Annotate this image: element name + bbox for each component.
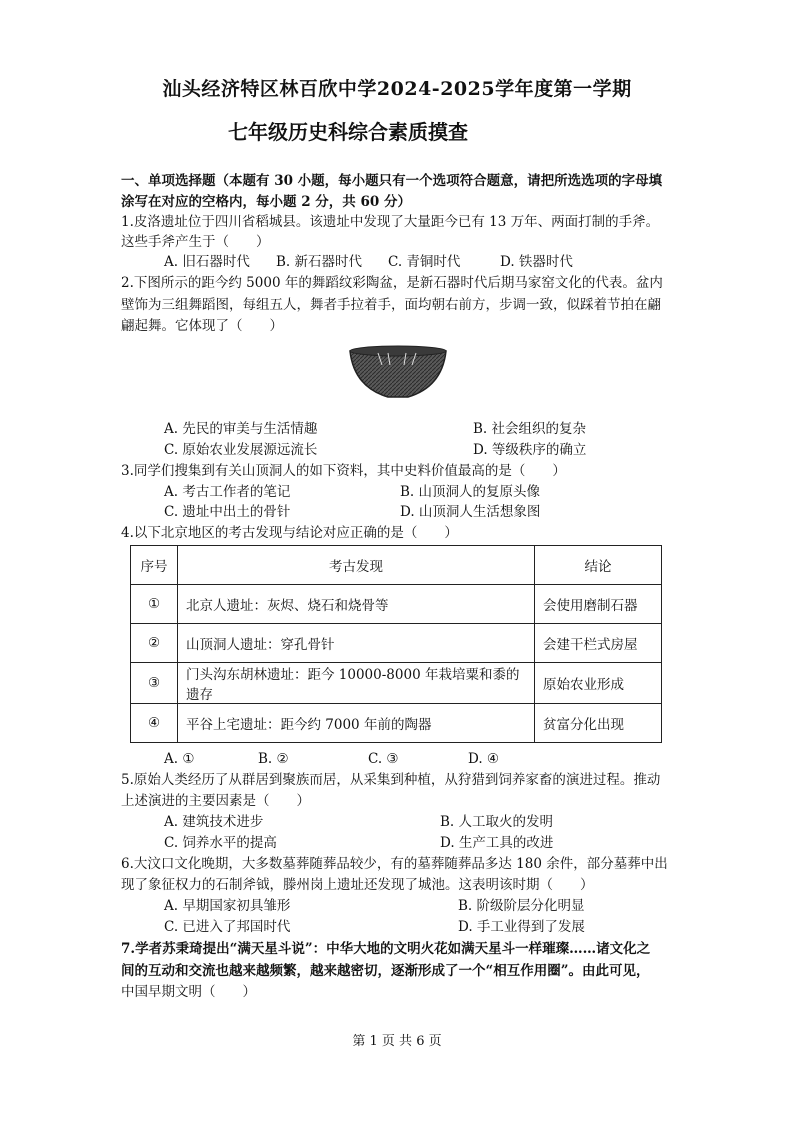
q4-archaeology-table xyxy=(130,545,662,743)
table-cell: ② xyxy=(131,624,178,663)
q7-stem-line-1: 7.学者苏秉琦提出“满天星斗说”：中华大地的文明火花如满天星斗一样璀璨……诸文化之 xyxy=(121,941,651,957)
q3-option-d: D. 山顶洞人生活想象图 xyxy=(400,504,541,520)
q6-stem-line-2: 现了象征权力的石制斧钺，滕州岗上遗址还发现了城池。这表明该时期（ ） xyxy=(121,877,594,893)
table-cell: 北京人遗址：灰烬、烧石和烧骨等 xyxy=(178,585,535,624)
q3-option-c: C. 遗址中出土的骨针 xyxy=(164,504,291,520)
q3-option-b: B. 山顶洞人的复原头像 xyxy=(400,484,541,500)
q5-stem-line-2: 上述演进的主要因素是（ ） xyxy=(121,793,310,809)
q5-option-c: C. 饲养水平的提高 xyxy=(164,835,277,851)
q1-stem-line-1: 1.皮洛遗址位于四川省稻城县。该遗址中发现了大量距今已有 13 万年、两面打制的手斧。 xyxy=(121,214,660,230)
table-header-row xyxy=(131,546,662,585)
q6-stem-line-1: 6.大汶口文化晚期，大多数墓葬随葬品较少，有的墓葬随葬品多达 180 余件，部分墓葬中出 xyxy=(121,856,668,872)
section-heading-line-1: 一、单项选择题（本题有 30 小题，每小题只有一个选项符合题意，请把所选选项的字母填 xyxy=(121,173,663,189)
q1-option-d: D. 铁器时代 xyxy=(500,254,573,270)
q1-stem-line-2: 这些手斧产生于（ ） xyxy=(121,234,270,250)
page-number: 第 1 页 共 6 页 xyxy=(352,1034,442,1049)
q6-option-c: C. 已进入了邦国时代 xyxy=(164,919,291,935)
q2-option-c: C. 原始农业发展源远流长 xyxy=(164,442,318,458)
table-cell: 原始农业形成 xyxy=(535,663,662,704)
q6-option-d: D. 手工业得到了发展 xyxy=(458,919,585,935)
q5-option-d: D. 生产工具的改进 xyxy=(440,835,554,851)
table-cell: 会建干栏式房屋 xyxy=(535,624,662,663)
table-header-cell: 序号 xyxy=(131,546,178,585)
table-cell: 门头沟东胡林遗址：距今 10000-8000 年栽培粟和黍的遗存 xyxy=(178,663,535,704)
table-cell: 山顶洞人遗址：穿孔骨针 xyxy=(178,624,535,663)
table-cell: ④ xyxy=(131,704,178,743)
table-cell: ① xyxy=(131,585,178,624)
table-row xyxy=(131,663,662,704)
table-cell: 贫富分化出现 xyxy=(535,704,662,743)
painted-pottery-basin-image xyxy=(348,343,448,399)
exam-subtitle: 七年级历史科综合素质摸查 xyxy=(228,120,468,144)
q4-option-d: D. ④ xyxy=(468,751,500,767)
q1-option-c: C. 青铜时代 xyxy=(388,254,461,270)
q4-option-a: A. ① xyxy=(164,751,195,767)
table-header-cell: 结论 xyxy=(535,546,662,585)
exam-title: 汕头经济特区林百欣中学2024-2025学年度第一学期 xyxy=(162,78,632,100)
q7-stem-line-3: 中国早期文明（ ） xyxy=(121,984,256,1000)
q5-option-b: B. 人工取火的发明 xyxy=(440,814,554,830)
q3-option-a: A. 考古工作者的笔记 xyxy=(164,484,291,500)
table-row xyxy=(131,585,662,624)
q4-stem: 4.以下北京地区的考古发现与结论对应正确的是（ ） xyxy=(121,525,458,541)
q7-stem-line-2: 间的互动和交流也越来越频繁，越来越密切，逐渐形成了一个“相互作用圈”。由此可见， xyxy=(121,963,650,979)
q3-stem: 3.同学们搜集到有关山顶洞人的如下资料，其中史料价值最高的是（ ） xyxy=(121,463,566,479)
table-cell: 平谷上宅遗址：距今约 7000 年前的陶器 xyxy=(178,704,535,743)
q2-stem-line-2: 壁饰为三组舞蹈图，每组五人，舞者手拉着手，面均朝右前方，步调一致，似踩着节拍在翩 xyxy=(121,297,661,313)
q1-option-a: A. 旧石器时代 xyxy=(164,254,250,270)
table-row xyxy=(131,704,662,743)
q2-option-d: D. 等级秩序的确立 xyxy=(473,442,587,458)
table-cell: ③ xyxy=(131,663,178,704)
q6-option-b: B. 阶级阶层分化明显 xyxy=(458,898,585,914)
q5-stem-line-1: 5.原始人类经历了从群居到聚族而居，从采集到种植，从狩猎到饲养家畜的演进过程。推动 xyxy=(121,772,661,788)
q2-stem-line-1: 2.下图所示的距今约 5000 年的舞蹈纹彩陶盆，是新石器时代后期马家窑文化的代表。盆内 xyxy=(121,275,663,291)
table-row xyxy=(131,624,662,663)
q5-option-a: A. 建筑技术进步 xyxy=(164,814,264,830)
q2-option-b: B. 社会组织的复杂 xyxy=(473,421,587,437)
table-header-cell: 考古发现 xyxy=(178,546,535,585)
q6-option-a: A. 早期国家初具雏形 xyxy=(164,898,291,914)
q4-option-c: C. ③ xyxy=(368,751,399,767)
table-cell: 会使用磨制石器 xyxy=(535,585,662,624)
q2-option-a: A. 先民的审美与生活情趣 xyxy=(164,421,318,437)
q4-option-b: B. ② xyxy=(258,751,289,767)
section-heading-line-2: 涂写在对应的空格内，每小题 2 分，共 60 分） xyxy=(121,194,411,210)
q1-option-b: B. 新石器时代 xyxy=(276,254,363,270)
q2-stem-line-3: 翩起舞。它体现了（ ） xyxy=(121,318,283,334)
